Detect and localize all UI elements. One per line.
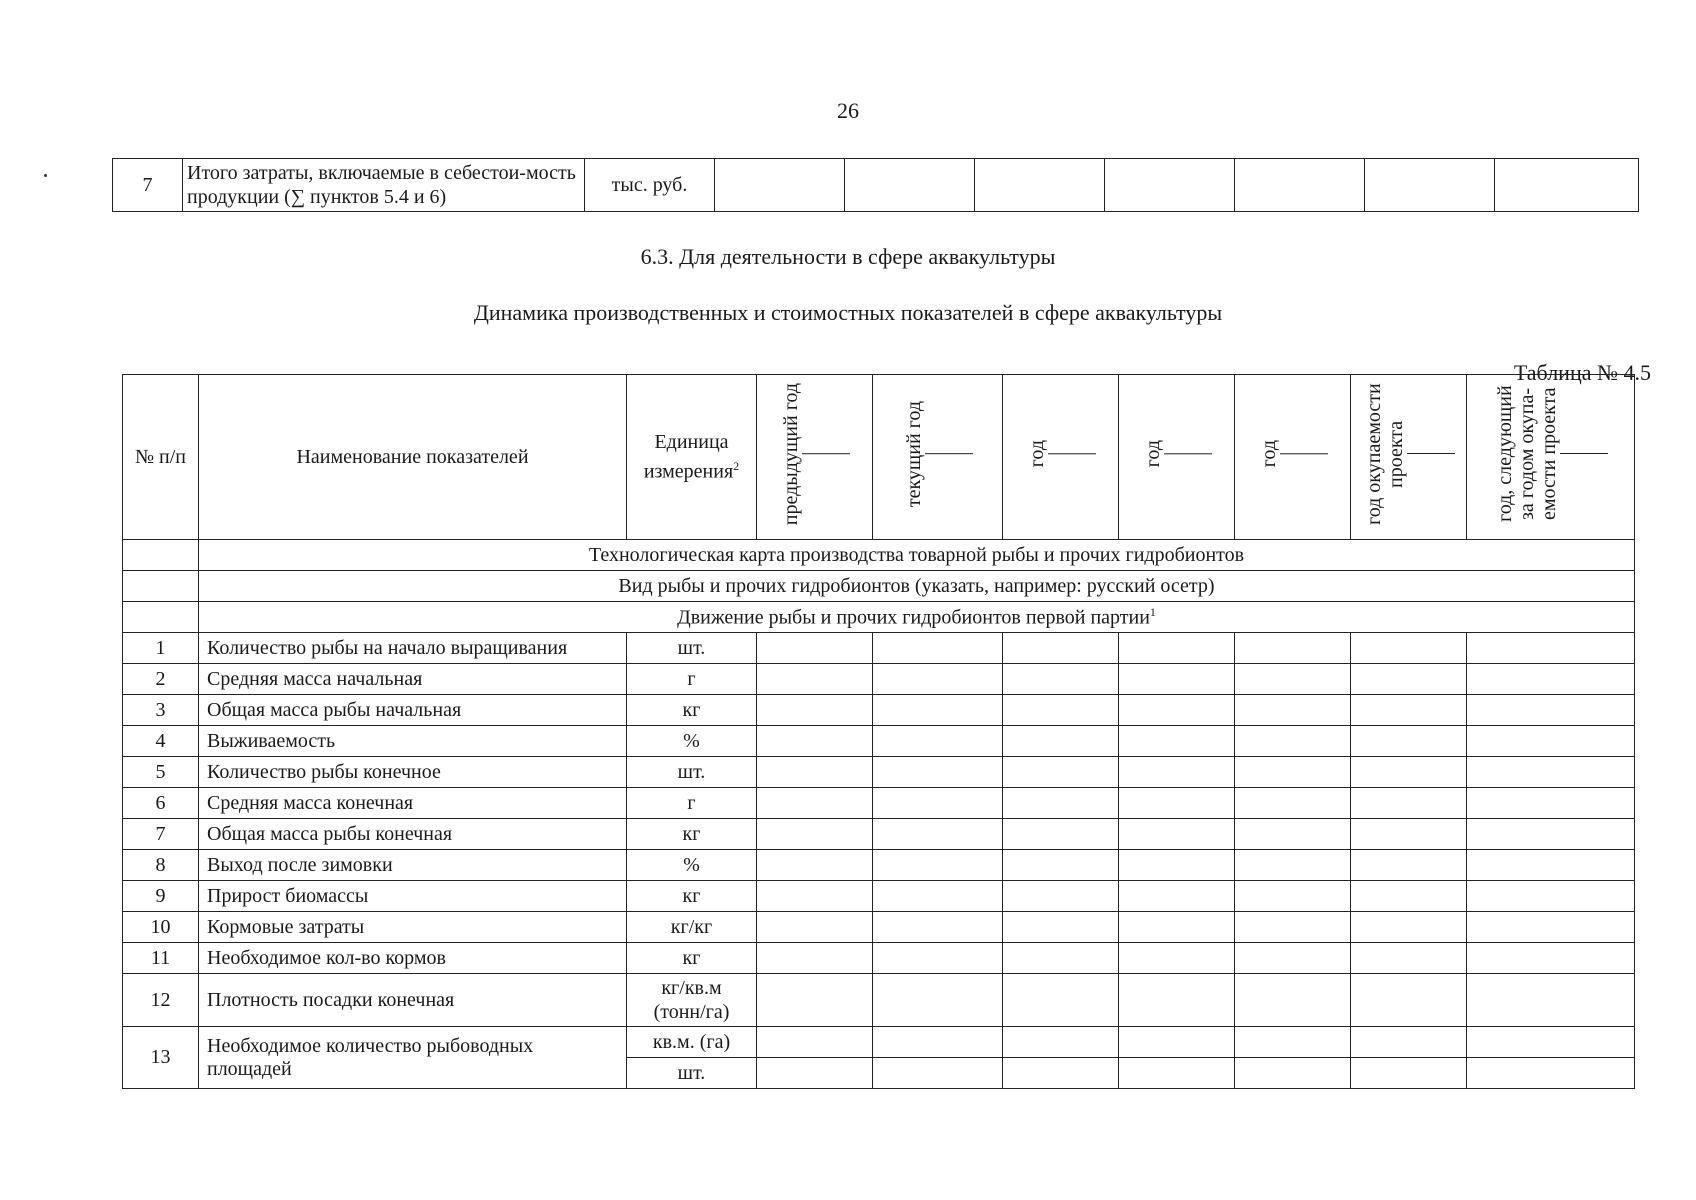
- value-cell: [873, 726, 1003, 757]
- row-unit: кг: [627, 943, 757, 974]
- row-number: 8: [123, 850, 199, 881]
- value-cell: [757, 788, 873, 819]
- row-unit: г: [627, 788, 757, 819]
- value-cell: [1495, 159, 1639, 212]
- value-cell: [1467, 943, 1635, 974]
- value-cell: [1119, 943, 1235, 974]
- value-cell: [757, 695, 873, 726]
- header-name: Наименование показателей: [199, 375, 627, 540]
- value-cell: [1235, 1027, 1351, 1058]
- value-cell: [757, 943, 873, 974]
- value-cell: [1003, 943, 1119, 974]
- value-cell: [1351, 664, 1467, 695]
- span-row-label: Технологическая карта производства товарной рыбы и прочих гидробионтов: [199, 540, 1635, 571]
- value-cell: [1119, 1058, 1235, 1089]
- continuation-table: [112, 158, 1639, 212]
- value-cell: [873, 881, 1003, 912]
- row-number: 7: [113, 159, 183, 212]
- aquaculture-table: [122, 374, 1635, 1089]
- value-cell: [1351, 943, 1467, 974]
- value-cell: [1351, 850, 1467, 881]
- value-cell: [1119, 695, 1235, 726]
- row-name: Выживаемость: [199, 726, 627, 757]
- table-subtitle: Динамика производственных и стоимостных показателей в сфере аквакультуры: [473, 300, 1223, 325]
- value-cell: [873, 788, 1003, 819]
- value-cell: [757, 664, 873, 695]
- row-unit: г: [627, 664, 757, 695]
- value-cell: [1003, 819, 1119, 850]
- value-cell: [1235, 881, 1351, 912]
- row-number: 6: [123, 788, 199, 819]
- row-name: Количество рыбы на начало выращивания: [199, 633, 627, 664]
- row-number: 11: [123, 943, 199, 974]
- value-cell: [1003, 695, 1119, 726]
- value-cell: [1351, 757, 1467, 788]
- row-name: Итого затраты, включаемые в себестои-мость продукции (∑ пунктов 5.4 и 6): [183, 159, 585, 212]
- value-cell: [757, 633, 873, 664]
- scan-speck: [44, 174, 47, 177]
- value-cell: [1235, 850, 1351, 881]
- value-cell: [1119, 664, 1235, 695]
- table-row: [123, 912, 1635, 943]
- row-unit: кг: [627, 819, 757, 850]
- header-year-payback: год окупаемости проекта: [1351, 375, 1467, 540]
- value-cell: [1003, 850, 1119, 881]
- value-cell: [1351, 974, 1467, 1027]
- row-unit: тыс. руб.: [585, 159, 715, 212]
- span-row-label: Движение рыбы и прочих гидробионтов первой партии$^1$: [199, 602, 1635, 633]
- table-row: [123, 695, 1635, 726]
- row-name: Прирост биомассы: [199, 881, 627, 912]
- value-cell: [1351, 819, 1467, 850]
- value-cell: [1467, 912, 1635, 943]
- value-cell: [873, 695, 1003, 726]
- value-cell: [845, 159, 975, 212]
- row-name: Необходимое количество рыбоводных площадей: [199, 1027, 627, 1089]
- value-cell: [1351, 633, 1467, 664]
- value-cell: [1235, 1058, 1351, 1089]
- table-row: [123, 726, 1635, 757]
- value-cell: [1365, 159, 1495, 212]
- row-name: Плотность посадки конечная: [199, 974, 627, 1027]
- header-unit: Единица измерения$^2$: [627, 375, 757, 540]
- row-name: Средняя масса начальная: [199, 664, 627, 695]
- span-row-movement: [123, 602, 1635, 633]
- value-cell: [757, 726, 873, 757]
- value-cell: [1003, 788, 1119, 819]
- value-cell: [1467, 664, 1635, 695]
- value-cell: [1467, 695, 1635, 726]
- value-cell: [1467, 850, 1635, 881]
- value-cell: [1105, 159, 1235, 212]
- value-cell: [873, 943, 1003, 974]
- row-name: Общая масса рыбы конечная: [199, 819, 627, 850]
- header-year-next: год, следующий за годом окупа-емости проекта: [1467, 375, 1635, 540]
- value-cell: [1003, 912, 1119, 943]
- value-cell: [1235, 974, 1351, 1027]
- table-row: [123, 633, 1635, 664]
- value-cell: [873, 974, 1003, 1027]
- page-number: 26: [837, 98, 859, 123]
- header-row: [123, 375, 1635, 540]
- value-cell: [1235, 726, 1351, 757]
- value-cell: [873, 664, 1003, 695]
- header-year-3: год: [1003, 375, 1119, 540]
- value-cell: [715, 159, 845, 212]
- table-row: [123, 943, 1635, 974]
- value-cell: [1467, 726, 1635, 757]
- span-row-label: Вид рыбы и прочих гидробионтов (указать, например: русский осетр): [199, 571, 1635, 602]
- header-year-4: год: [1119, 375, 1235, 540]
- row-name: Необходимое кол-во кормов: [199, 943, 627, 974]
- header-year-5: год: [1235, 375, 1351, 540]
- value-cell: [1235, 912, 1351, 943]
- table-row: [123, 757, 1635, 788]
- value-cell: [1119, 912, 1235, 943]
- value-cell: [1467, 757, 1635, 788]
- value-cell: [1351, 726, 1467, 757]
- value-cell: [1235, 159, 1365, 212]
- value-cell: [1351, 695, 1467, 726]
- value-cell: [1119, 726, 1235, 757]
- value-cell: [1235, 633, 1351, 664]
- value-cell: [873, 819, 1003, 850]
- value-cell: [1467, 1058, 1635, 1089]
- value-cell: [1351, 1027, 1467, 1058]
- row-unit: шт.: [627, 757, 757, 788]
- row-number: 7: [123, 819, 199, 850]
- row-unit: %: [627, 726, 757, 757]
- value-cell: [1351, 788, 1467, 819]
- value-cell: [1119, 881, 1235, 912]
- row-name: Кормовые затраты: [199, 912, 627, 943]
- header-num: № п/п: [123, 375, 199, 540]
- value-cell: [1235, 819, 1351, 850]
- span-row-species: [123, 571, 1635, 602]
- row-number: 2: [123, 664, 199, 695]
- row-number: 5: [123, 757, 199, 788]
- value-cell: [1467, 881, 1635, 912]
- row-name: Количество рыбы конечное: [199, 757, 627, 788]
- value-cell: [1003, 974, 1119, 1027]
- value-cell: [1119, 1027, 1235, 1058]
- value-cell: [1467, 1027, 1635, 1058]
- table-row: [123, 1027, 1635, 1058]
- row-unit: кг: [627, 695, 757, 726]
- value-cell: [1119, 819, 1235, 850]
- row-number: 4: [123, 726, 199, 757]
- value-cell: [1351, 881, 1467, 912]
- value-cell: [1235, 788, 1351, 819]
- row-unit: шт.: [627, 633, 757, 664]
- row-number: 9: [123, 881, 199, 912]
- value-cell: [975, 159, 1105, 212]
- value-cell: [757, 1058, 873, 1089]
- value-cell: [1351, 912, 1467, 943]
- value-cell: [1119, 850, 1235, 881]
- value-cell: [757, 1027, 873, 1058]
- row-name: Средняя масса конечная: [199, 788, 627, 819]
- value-cell: [1003, 757, 1119, 788]
- footnote-mark: 1: [1149, 604, 1156, 619]
- table-row: [123, 819, 1635, 850]
- span-row-tech-card: [123, 540, 1635, 571]
- value-cell: [1003, 1058, 1119, 1089]
- row-unit: кг/кг: [627, 912, 757, 943]
- row-unit: кг: [627, 881, 757, 912]
- value-cell: [1235, 664, 1351, 695]
- value-cell: [757, 974, 873, 1027]
- header-year-prev: предыдущий год: [757, 375, 873, 540]
- value-cell: [1119, 788, 1235, 819]
- row-unit: кв.м. (га): [627, 1027, 757, 1058]
- row-number: 3: [123, 695, 199, 726]
- value-cell: [1003, 726, 1119, 757]
- value-cell: [1467, 788, 1635, 819]
- value-cell: [873, 757, 1003, 788]
- table-row: [123, 974, 1635, 1027]
- value-cell: [757, 850, 873, 881]
- value-cell: [1467, 633, 1635, 664]
- value-cell: [1467, 819, 1635, 850]
- table-row: [123, 788, 1635, 819]
- row-number: 10: [123, 912, 199, 943]
- table-row: [123, 850, 1635, 881]
- value-cell: [757, 881, 873, 912]
- value-cell: [1119, 974, 1235, 1027]
- value-cell: [757, 912, 873, 943]
- row-number: 1: [123, 633, 199, 664]
- row-number: 13: [123, 1027, 199, 1089]
- row-unit: %: [627, 850, 757, 881]
- row-unit: кг/кв.м (тонн/га): [627, 974, 757, 1027]
- section-title: 6.3. Для деятельности в сфере аквакультуры: [640, 244, 1056, 269]
- value-cell: [1467, 974, 1635, 1027]
- value-cell: [1119, 757, 1235, 788]
- value-cell: [1235, 757, 1351, 788]
- value-cell: [873, 1058, 1003, 1089]
- table-row: [123, 664, 1635, 695]
- value-cell: [873, 1027, 1003, 1058]
- value-cell: [873, 912, 1003, 943]
- header-year-curr: текущий год: [873, 375, 1003, 540]
- value-cell: [1119, 633, 1235, 664]
- value-cell: [1351, 1058, 1467, 1089]
- value-cell: [1003, 1027, 1119, 1058]
- row-name: Общая масса рыбы начальная: [199, 695, 627, 726]
- row-number: 12: [123, 974, 199, 1027]
- value-cell: [757, 757, 873, 788]
- footnote-mark: 2: [733, 459, 740, 474]
- row-unit: шт.: [627, 1058, 757, 1089]
- table-label: Таблица № 4.5: [1513, 360, 1651, 385]
- table-row: [113, 159, 1639, 212]
- value-cell: [873, 633, 1003, 664]
- value-cell: [1235, 943, 1351, 974]
- value-cell: [1003, 881, 1119, 912]
- row-name: Выход после зимовки: [199, 850, 627, 881]
- value-cell: [1003, 633, 1119, 664]
- table-row: [123, 881, 1635, 912]
- value-cell: [1235, 695, 1351, 726]
- value-cell: [873, 850, 1003, 881]
- value-cell: [1003, 664, 1119, 695]
- value-cell: [757, 819, 873, 850]
